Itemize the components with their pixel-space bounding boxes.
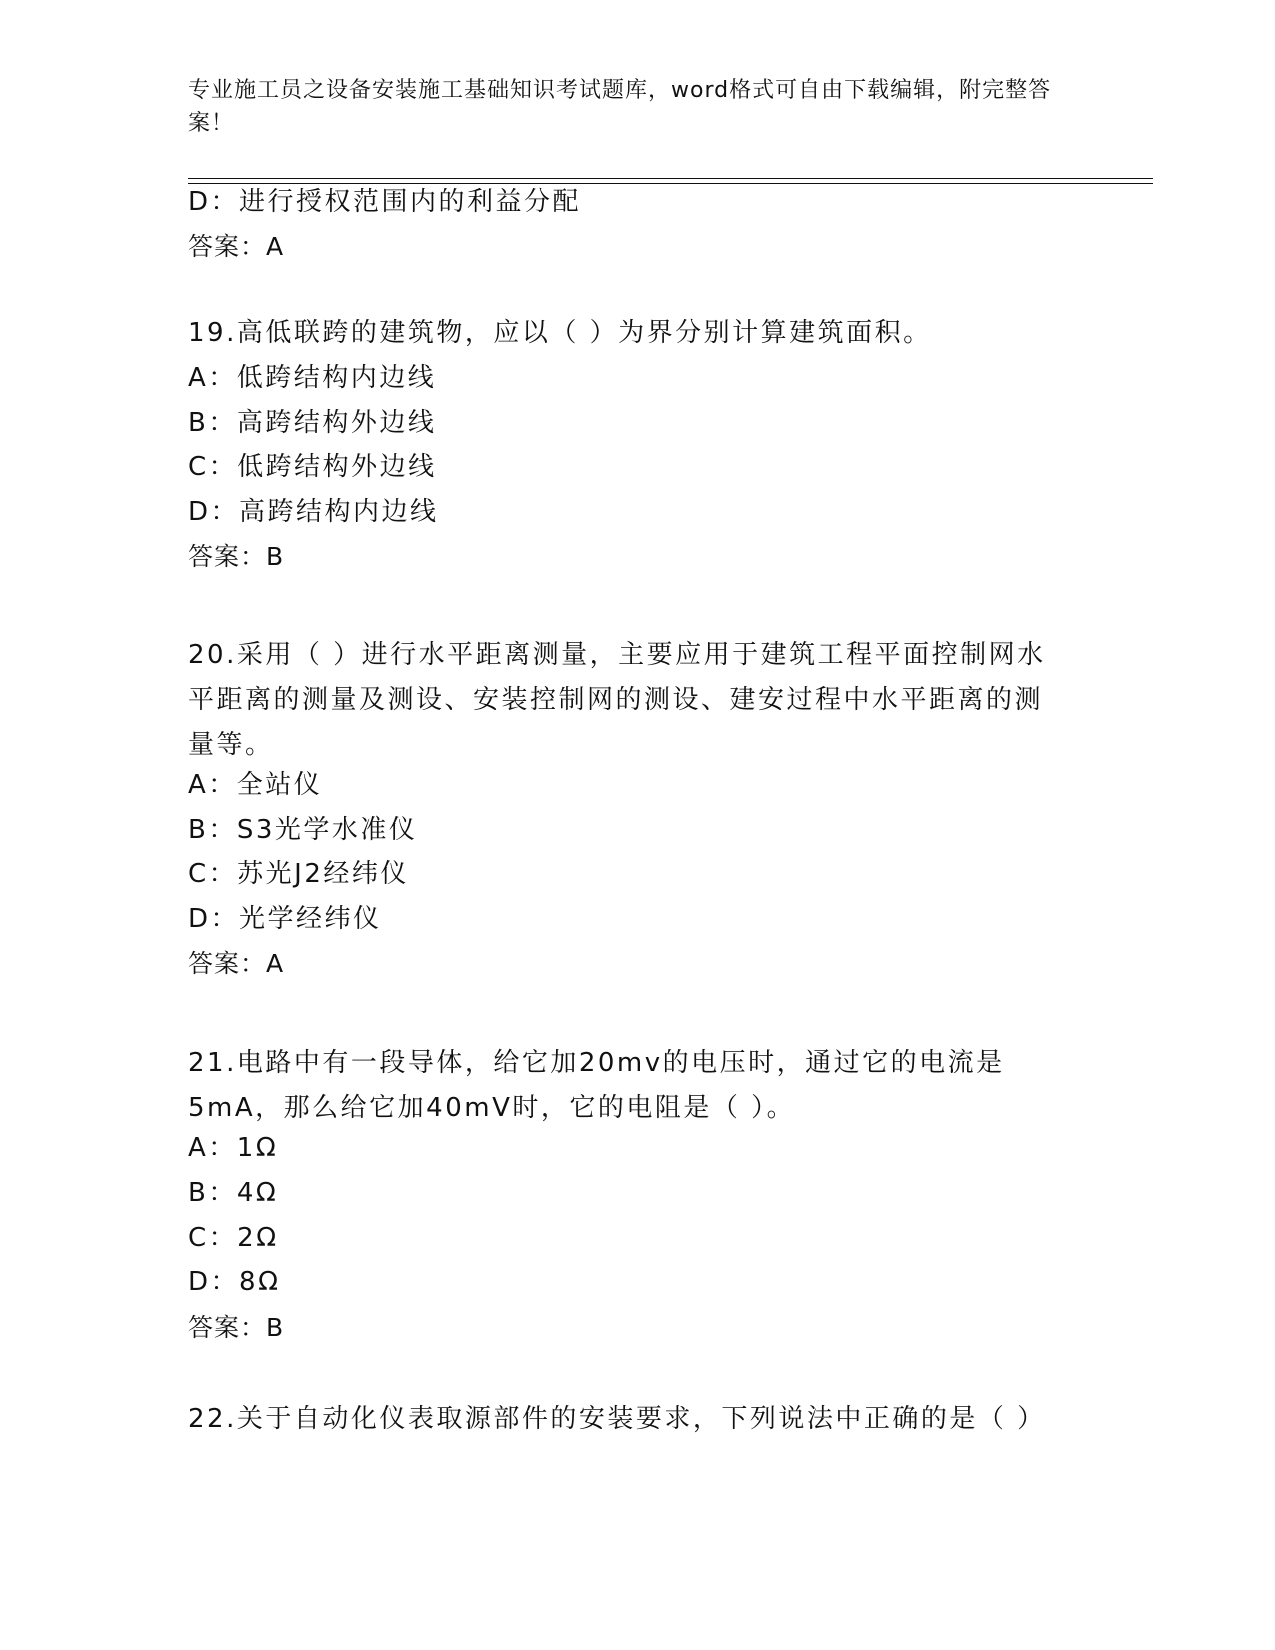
q21-option-c: C：2Ω	[188, 1223, 279, 1253]
prev-answer: 答案：A	[188, 232, 285, 261]
q20-option-d: D：光学经纬仪	[188, 904, 382, 934]
q20-option-a: A：全站仪	[188, 770, 323, 800]
header-divider-top	[188, 178, 1153, 179]
prev-option-d: D：进行授权范围内的利益分配	[188, 187, 582, 217]
q19-stem: 19.高低联跨的建筑物，应以（ ）为界分别计算建筑面积。	[188, 318, 932, 348]
q20-option-b: B：S3光学水准仪	[188, 815, 418, 845]
q20-option-c: C：苏光J2经纬仪	[188, 859, 409, 889]
header-divider-bottom	[188, 183, 1153, 184]
q20-stem: 20.采用（ ）进行水平距离测量，主要应用于建筑工程平面控制网水平距离的测量及测设、安装控制网的测设、建安过程中水平距离的测量等。	[188, 640, 1046, 760]
q21-option-b: B：4Ω	[188, 1178, 279, 1208]
q20-answer: 答案：A	[188, 949, 285, 978]
q19-option-a: A：低跨结构内边线	[188, 363, 437, 393]
q22-stem: 22.关于自动化仪表取源部件的安装要求，下列说法中正确的是（ ）	[188, 1404, 1046, 1434]
q19-answer: 答案：B	[188, 542, 285, 571]
q19-option-b: B：高跨结构外边线	[188, 408, 437, 438]
q19-option-d: D：高跨结构内边线	[188, 497, 439, 527]
q21-answer: 答案：B	[188, 1313, 285, 1342]
q19-option-c: C：低跨结构外边线	[188, 452, 437, 482]
q21-stem: 21.电路中有一段导体，给它加20mv的电压时，通过它的电流是5mA，那么给它加40mV时，它的电阻是（ ）。	[188, 1048, 1005, 1123]
q21-option-d: D：8Ω	[188, 1267, 281, 1297]
q21-option-a: A：1Ω	[188, 1133, 279, 1163]
document-header-title: 专业施工员之设备安装施工基础知识考试题库，word格式可自由下载编辑，附完整答案！	[188, 78, 1052, 136]
